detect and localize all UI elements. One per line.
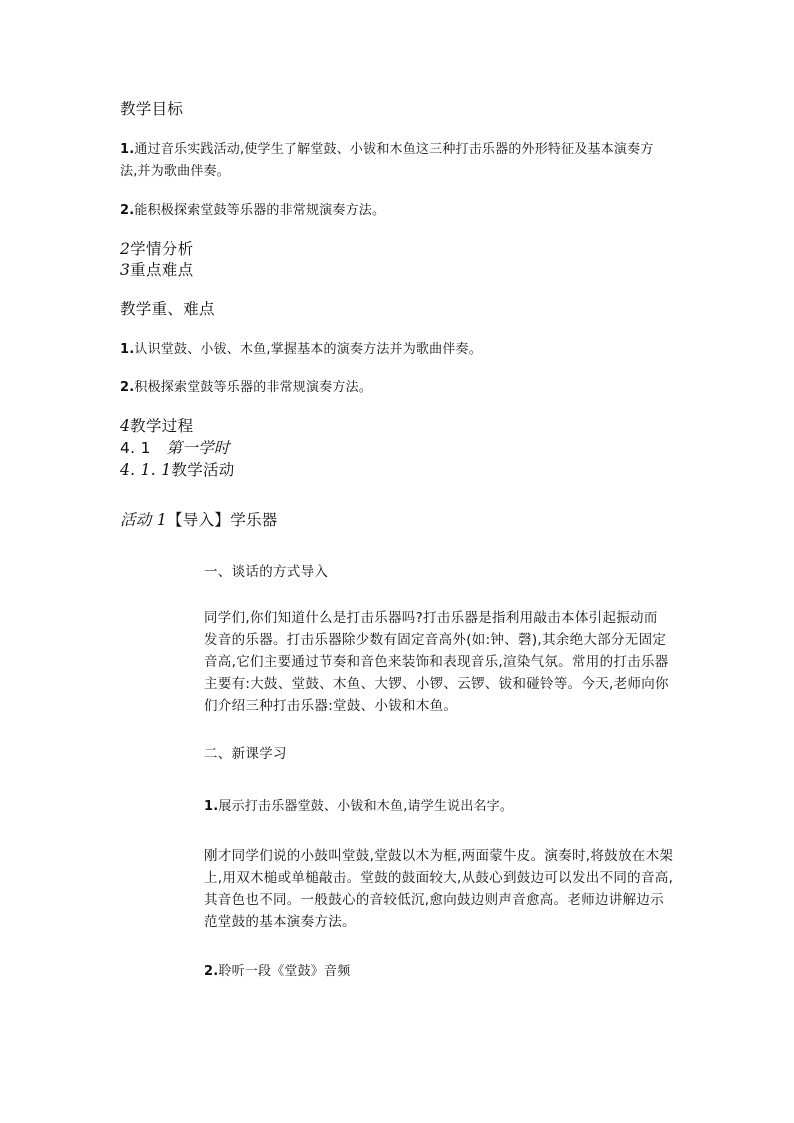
heading-teaching-goals: 教学目标 (120, 100, 184, 118)
section-4-1-heading (120, 436, 230, 458)
drum-line: 其音色也不同。一般鼓心的音较低沉,愈向鼓边则声音愈高。老师边讲解边示 (204, 892, 664, 908)
part-2-title: 二、新课学习 (204, 746, 287, 762)
step-1-number: 1. (204, 799, 219, 814)
section-4-1-number: 4. 1 (120, 439, 151, 457)
part-1-title: 一、谈话的方式导入 (204, 564, 329, 580)
intro-line: 主要有:大鼓、堂鼓、木鱼、大锣、小锣、云锣、钹和碰铃等。今天,老师向你 (204, 676, 669, 692)
section-4-1-1-title: 教学活动 (171, 461, 235, 479)
activity-1-heading (120, 508, 278, 530)
goal-2-number: 2. (120, 203, 135, 218)
drum-line: 刚才同学们说的小鼓叫堂鼓,堂鼓以木为框,两面蒙牛皮。演奏时,将鼓放在木架 (204, 848, 674, 864)
key-point-1 (120, 338, 482, 357)
section-4-heading (120, 414, 193, 436)
key-point-2 (120, 376, 372, 395)
activity-1-title: 【导入】学乐器 (167, 511, 278, 529)
section-4-number: 4 (120, 417, 131, 435)
intro-line: 们介绍三种打击乐器:堂鼓、小钹和木鱼。 (204, 698, 458, 714)
key-1-number: 1. (120, 342, 135, 357)
intro-paragraph (204, 607, 669, 717)
step-2 (204, 960, 350, 979)
drum-line: 上,用双木槌或单槌敲击。堂鼓的鼓面较大,从鼓心到鼓边可以发出不同的音高, (204, 870, 674, 886)
section-2-number: 2 (120, 240, 131, 258)
step-1-text: 展示打击乐器堂鼓、小钹和木鱼,请学生说出名字。 (218, 799, 514, 814)
section-2-heading (120, 237, 193, 259)
section-2-title: 学情分析 (130, 240, 194, 258)
key-2-number: 2. (120, 380, 135, 395)
drum-paragraph (204, 845, 673, 933)
heading-key-points: 教学重、难点 (120, 300, 215, 318)
step-2-text: 聆听一段《堂鼓》音频 (218, 964, 351, 979)
goal-1-line-1 (120, 138, 654, 157)
goal-2 (120, 199, 385, 218)
goal-1-number: 1. (120, 142, 135, 157)
section-3-title: 重点难点 (130, 261, 194, 279)
goal-1-line-2: 法,并为歌曲伴奏。 (120, 164, 230, 179)
section-3-number: 3 (120, 261, 131, 279)
key-1-text: 认识堂鼓、小钹、木鱼,掌握基本的演奏方法并为歌曲伴奏。 (134, 342, 482, 357)
key-2-text: 积极探索堂鼓等乐器的非常规演奏方法。 (134, 380, 372, 395)
section-3-heading (120, 258, 193, 280)
drum-line: 范堂鼓的基本演奏方法。 (204, 914, 356, 930)
goal-1-text: 通过音乐实践活动,使学生了解堂鼓、小钹和木鱼这三种打击乐器的外形特征及基本演奏方 (134, 142, 654, 157)
section-4-1-title: 第一学时 (166, 439, 230, 457)
intro-line: 发音的乐器。打击乐器除少数有固定音高外(如:钟、磬),其余绝大部分无固定 (204, 632, 667, 648)
goal-2-text: 能积极探索堂鼓等乐器的非常规演奏方法。 (134, 203, 386, 218)
activity-1-prefix: 活动 1 (120, 511, 167, 529)
section-4-1-1-heading (120, 458, 235, 480)
section-4-1-1-number: 4. 1. 1 (120, 461, 172, 479)
section-4-title: 教学过程 (130, 417, 194, 435)
intro-line: 同学们,你们知道什么是打击乐器吗?打击乐器是指利用敲击本体引起振动而 (204, 610, 658, 626)
intro-line: 音高,它们主要通过节奏和音色来装饰和表现音乐,渲染气氛。常用的打击乐器 (204, 654, 669, 670)
step-2-number: 2. (204, 964, 219, 979)
step-1 (204, 795, 513, 814)
